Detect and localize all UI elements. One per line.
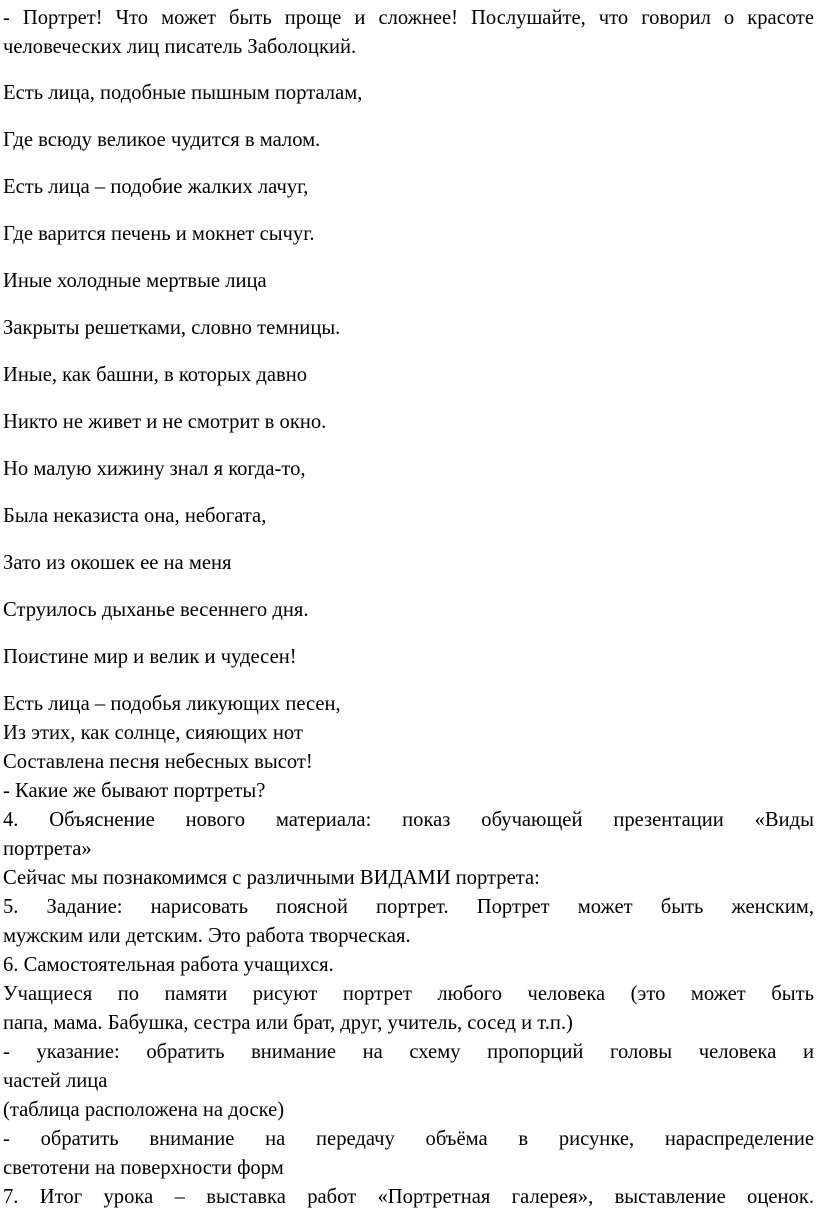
- poem-line: Была неказиста она, небогата,: [3, 505, 267, 527]
- step7-line: 7. Итог урока – выставка работ «Портретная галерея», выставление оценок.: [3, 1186, 814, 1208]
- poem-line: Где всюду великое чудится в малом.: [3, 129, 321, 151]
- poem-line: Иные холодные мертвые лица: [3, 270, 267, 292]
- poem-line: Закрыты решетками, словно темницы.: [3, 317, 341, 339]
- table-note-line: (таблица расположена на доске): [3, 1099, 285, 1121]
- poem-line: Никто не живет и не смотрит в окно.: [3, 411, 327, 433]
- step5-line: мужским или детским. Это работа творческая.: [3, 925, 411, 947]
- step6-line: 6. Самостоятельная работа учащихся.: [3, 954, 334, 976]
- lesson-plan-block: [3, 777, 814, 1212]
- step4-line: 4. Объяснение нового материала: показ обучающей презентации «Виды: [3, 809, 814, 831]
- students-line: Учащиеся по памяти рисуют портрет любого человека (это может быть: [3, 983, 814, 1005]
- poem-line: Из этих, как солнце, сияющих нот: [3, 722, 303, 744]
- step4-line: портрета»: [3, 838, 92, 860]
- poem-line: Поистине мир и велик и чудесен!: [3, 646, 297, 668]
- poem-line: Составлена песня небесных высот!: [3, 751, 313, 773]
- poem-tight-block: [3, 690, 814, 777]
- poem-line: Есть лица, подобные пышным порталам,: [3, 82, 363, 104]
- hint-line: светотени на поверхности форм: [3, 1157, 284, 1179]
- poem-spaced-block: [3, 79, 814, 690]
- hint-line: частей лица: [3, 1070, 108, 1092]
- poem-line: Где варится печень и мокнет сычуг.: [3, 223, 315, 245]
- poem-line: Но малую хижину знал я когда-то,: [3, 458, 306, 480]
- hint-line: - указание: обратить внимание на схему пропорций головы человека и: [3, 1041, 814, 1063]
- poem-line: Струилось дыханье весеннего дня.: [3, 599, 309, 621]
- types-intro-line: Сейчас мы познакомимся с различными ВИДАМИ портрета:: [3, 867, 540, 889]
- step5-line: 5. Задание: нарисовать поясной портрет. Портрет может быть женским,: [3, 896, 814, 918]
- poem-line: Зато из окошек ее на меня: [3, 552, 232, 574]
- poem-line: Иные, как башни, в которых давно: [3, 364, 308, 386]
- poem-line: Есть лица – подобья ликующих песен,: [3, 693, 341, 715]
- poem-line: Есть лица – подобие жалких лачуг,: [3, 176, 309, 198]
- students-line: папа, мама. Бабушка, сестра или брат, друг, учитель, сосед и т.п.): [3, 1012, 573, 1034]
- question-line: - Какие же бывают портреты?: [3, 780, 266, 802]
- intro-paragraph: - Портрет! Что может быть проще и сложнее! Послушайте, что говорил о красоте человеческих лиц писатель Заболоцкий.: [3, 7, 814, 58]
- hint-line: - обратить внимание на передачу объёма в рисунке, нараспределение: [3, 1128, 814, 1150]
